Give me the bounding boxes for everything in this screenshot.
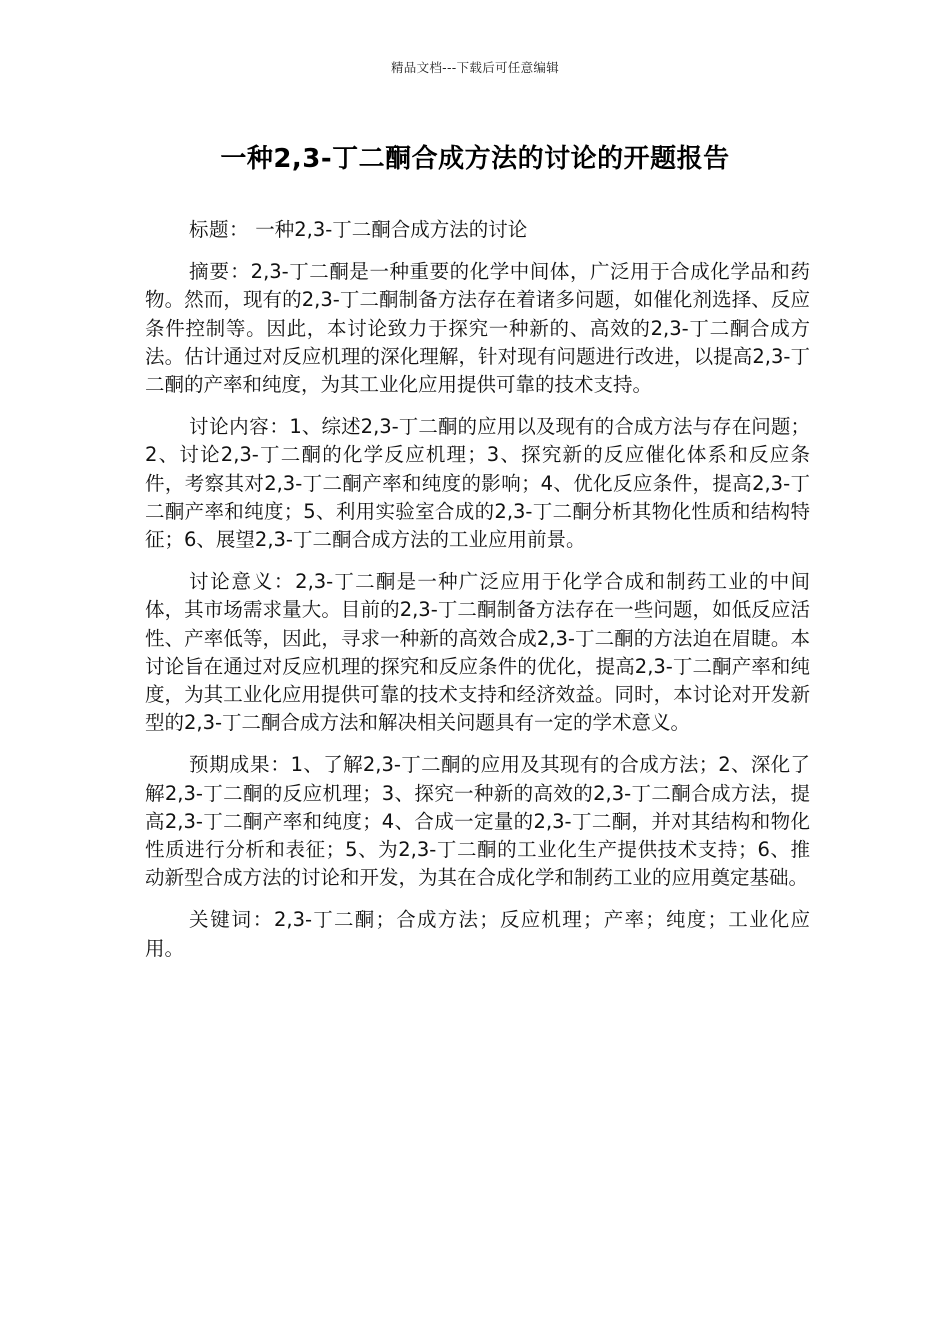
section-significance-paragraph bbox=[145, 568, 810, 737]
section-keywords-paragraph bbox=[145, 906, 810, 962]
section-label: 预期成果： bbox=[189, 753, 291, 777]
header-note: 精品文档---下载后可任意编辑 bbox=[390, 60, 560, 75]
section-content-paragraph bbox=[145, 413, 810, 554]
section-text: 一种2,3-丁二酮合成方法的讨论 bbox=[249, 218, 528, 241]
section-text: 2,3-丁二酮；合成方法；反应机理；产率；纯度；工业化应用。 bbox=[145, 908, 810, 960]
section-text: 1、综述2,3-丁二酮的应用以及现有的合成方法与存在问题；2、讨论2,3-丁二酮的化学反应机理；3、探究新的反应催化体系和反应条件，考察其对2,3-丁二酮产率和纯度的影响；4、优化反应条件，提高2,3-丁二酮产率和纯度；5、利用实验室合成的2,3-丁二酮分析其物化性质和结构特征；6、展望2,3-丁二酮合成方法的工业应用前景。 bbox=[145, 415, 810, 552]
section-abstract-paragraph bbox=[145, 258, 810, 399]
section-title-paragraph bbox=[145, 216, 810, 244]
section-label: 关键词： bbox=[189, 908, 274, 932]
section-text: 2,3-丁二酮是一种重要的化学中间体，广泛用于合成化学品和药物。然而，现有的2,3-丁二酮制备方法存在着诸多问题，如催化剂选择、反应条件控制等。因此，本讨论致力于探究一种新的、高效的2,3-丁二酮合成方法。估计通过对反应机理的深化理解，针对现有问题进行改进，以提高2,3-丁二酮的产率和纯度，为其工业化应用提供可靠的技术支持。 bbox=[145, 260, 810, 397]
section-label: 讨论意义： bbox=[189, 570, 296, 594]
section-label: 讨论内容： bbox=[189, 415, 290, 439]
document-title: 一种2,3-丁二酮合成方法的讨论的开题报告 bbox=[220, 144, 730, 174]
section-text: 1、了解2,3-丁二酮的应用及其现有的合成方法；2、深化了解2,3-丁二酮的反应机理；3、探究一种新的高效的2,3-丁二酮合成方法，提高2,3-丁二酮产率和纯度；4、合成一定量的2,3-丁二酮，并对其结构和物化性质进行分析和表征；5、为2,3-丁二酮的工业化生产提供技术支持；6、推动新型合成方法的讨论和开发，为其在合成化学和制药工业的应用奠定基础。 bbox=[145, 753, 810, 890]
section-text: 2,3-丁二酮是一种广泛应用于化学合成和制药工业的中间体，其市场需求量大。目前的2,3-丁二酮制备方法存在一些问题，如低反应活性、产率低等，因此，寻求一种新的高效合成2,3-丁二酮的方法迫在眉睫。本讨论旨在通过对反应机理的探究和反应条件的优化，提高2,3-丁二酮产率和纯度，为其工业化应用提供可靠的技术支持和经济效益。同时，本讨论对开发新型的2,3-丁二酮合成方法和解决相关问题具有一定的学术意义。 bbox=[145, 570, 810, 735]
section-outcomes-paragraph bbox=[145, 751, 810, 892]
section-label: 标题： bbox=[189, 218, 250, 241]
section-label: 摘要： bbox=[189, 260, 251, 284]
document-body bbox=[145, 216, 810, 977]
